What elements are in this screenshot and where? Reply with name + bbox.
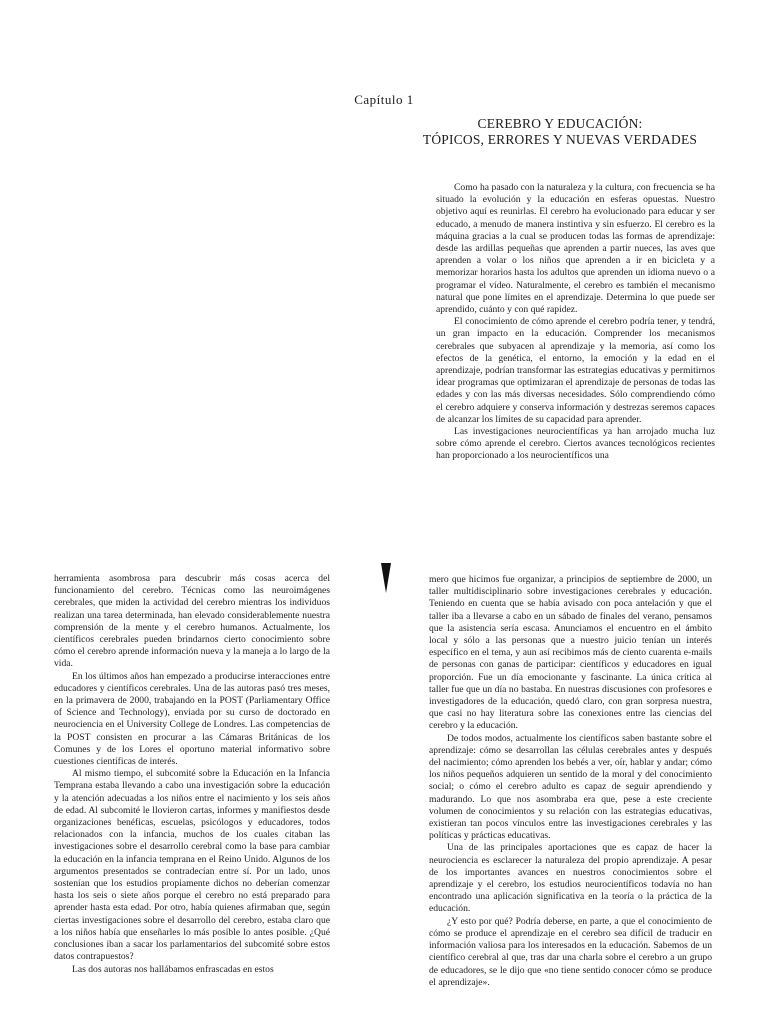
chapter-title-line-1: CEREBRO Y EDUCACIÓN: <box>477 116 643 131</box>
chapter-title-line-2: TÓPICOS, ERRORES Y NUEVAS VERDADES <box>422 132 698 147</box>
left-column <box>54 573 330 976</box>
intro-paragraph-3: Las investigaciones neurocientíficas ya han arrojado mucha luz sobre cómo aprende el cerebro. Ciertos avances tecnológicos recientes han proporcionado a los neurocientíficos una <box>436 426 715 462</box>
chapter-label: Capítulo 1 <box>354 92 414 107</box>
margin-mark-icon <box>381 563 391 593</box>
right-paragraph-4: ¿Y esto por qué? Podría deberse, en parte, a que el conocimiento de cómo se produce el aprendizaje en el cerebro sea difícil de traducir en información valiosa para los interesados en la educación. Sabemos de un científico cerebral al que, tras dar una charla sobre el cerebro a un grupo de educadores, se le dijo que «no tiene sentido conocer cómo se produce el aprendizaje». <box>429 915 712 988</box>
right-column <box>429 574 712 989</box>
chapter-title <box>380 116 740 148</box>
intro-paragraph-1: Como ha pasado con la naturaleza y la cultura, con frecuencia se ha situado la evolución y la educación en esferas opuestas. Nuestro objetivo aquí es reunirlas. El cerebro ha evolucionado para educar y ser educado, a menudo de manera instintiva y sin esfuerzo. El cerebro es la máquina gracias a la cual se producen todas las formas de aprendizaje: desde las ardillas pequeñas que aprenden a partir nueces, las aves que aprenden a volar o los niños que aprenden a ir en bicicleta y a memorizar horarios hasta los adultos que aprenden un idioma nuevo o a programar el vídeo. Naturalmente, el cerebro es también el mecanismo natural que pone límites en el aprendizaje. Determina lo que puede ser aprendido, cuánto y con qué rapidez. <box>436 182 715 316</box>
right-paragraph-3: Una de las principales aportaciones que es capaz de hacer la neurociencia es esclarecer la naturaleza del propio aprendizaje. A pesar de los importantes avances en nuestros conocimientos sobre el aprendizaje y el cerebro, los estudios neurocientíficos todavía no han encontrado una aplicación significativa en la teoría o la práctica de la educación. <box>429 842 712 915</box>
right-paragraph-2: De todos modos, actualmente los científicos saben bastante sobre el aprendizaje: cómo se desarrollan las células cerebrales antes y después del nacimiento; cómo aprenden los bebés a ver, oír, hablar y andar; cómo los niños pequeños adquieren un sentido de la moral y del conocimiento social; o cómo el cerebro adulto es capaz de seguir aprendiendo y madurando. Lo que nos asombraba era que, pese a este creciente volumen de conocimientos y su relación con las estrategias educativas, existieran tan pocos vínculos entre las investigaciones cerebrales y las políticas y prácticas educativas. <box>429 732 712 842</box>
left-paragraph-3: Al mismo tiempo, el subcomité sobre la Educación en la Infancia Temprana estaba llevando a cabo una investigación sobre la educación y la atención adecuadas a los niños entre el nacimiento y los seis años de edad. Al subcomité le llovieron cartas, informes y manifiestos desde organizaciones benéficas, escuelas, psicólogos y educadores, todos relacionados con la infancia, muchos de los cuales citaban las investigaciones sobre el desarrollo cerebral como la base para cambiar la educación en la infancia temprana en el Reino Unido. Algunos de los argumentos presentados se contradecían entre sí. Por un lado, unos sostenían que los estudios propiamente dichos no deberían comenzar hasta los seis o siete años porque el cerebro no está preparado para aprender hasta esta edad. Por otro, había quienes afirmaban que, según ciertas investigaciones sobre el desarrollo del cerebro, estaba claro que a los niños había que enseñarles lo más posible lo antes posible. ¿Qué conclusiones iban a sacar los parlamentarios del subcomité sobre estos datos contrapuestos? <box>54 768 330 963</box>
left-paragraph-1: herramienta asombrosa para descubrir más cosas acerca del funcionamiento del cerebro. Técnicas como las neuroimágenes cerebrales, que miden la actividad del cerebro mientras los individuos realizan una tarea determinada, han elevado considerablemente nuestra comprensión de la mente y el cerebro humanos. Actualmente, los científicos cerebrales pueden brindarnos cierto conocimiento sobre cómo el cerebro aprende información nueva y la maneja a lo largo de la vida. <box>54 573 330 670</box>
left-paragraph-2: En los últimos años han empezado a producirse interacciones entre educadores y científicos cerebrales. Una de las autoras pasó tres meses, en la primavera de 2000, trabajando en la POST (Parliamentary Office of Science and Technology), enviada por su curso de doctorado en neurociencia en el University College de Londres. Las competencias de la POST consisten en procurar a las Cámaras Británicas de los Comunes y de los Lores el oportuno material informativo sobre cuestiones científicas de interés. <box>54 670 330 768</box>
intro-paragraph-2: El conocimiento de cómo aprende el cerebro podría tener, y tendrá, un gran impacto en la educación. Comprender los mecanismos cerebrales que subyacen al aprendizaje y la memoria, así como los efectos de la genética, el entorno, la emoción y la edad en el aprendizaje, podrían transformar las estrategias educativas y permitirnos idear programas que optimizaran el aprendizaje de personas de todas las edades y con las más diversas necesidades. Sólo comprendiendo cómo el cerebro adquiere y conserva información y destrezas seremos capaces de alcanzar los límites de su capacidad para aprender. <box>436 316 715 425</box>
intro-column <box>436 182 715 463</box>
right-paragraph-1: mero que hicimos fue organizar, a principios de septiembre de 2000, un taller multidisciplinario sobre investigaciones cerebrales y educación. Teniendo en cuenta que se había avisado con poca antelación y que el taller iba a llevarse a cabo en un sábado de finales del verano, pensamos que la asistencia sería escasa. Anunciamos el encuentro en el ámbito local y sólo a las personas que a nuestro juicio tenían un interés específico en el tema, y aun así recibimos más de ciento cuarenta e-mails de personas con ganas de participar: científicos y educadores en igual proporción. Fue un día emocionante y fascinante. La única crítica al taller fue que un día no bastaba. En nuestras discusiones con profesores e investigadores de la educación, quedó claro, con gran sorpresa nuestra, que casi no hay literatura sobre las conexiones entre las ciencias del cerebro y la educación. <box>429 574 712 732</box>
left-paragraph-4: Las dos autoras nos hallábamos enfrascadas en estos <box>72 963 274 975</box>
